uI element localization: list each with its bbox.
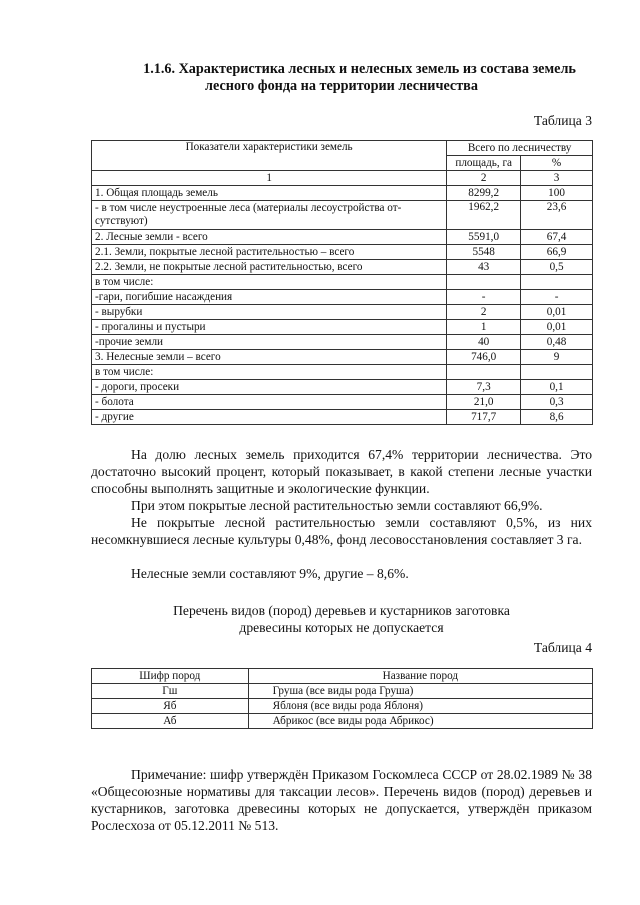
row-pct: 0,1 [521,380,593,395]
species-name: Яблоня (все виды рода Яблоня) [248,699,592,714]
header-total: Всего по лесничеству [447,141,593,156]
table-row [92,275,593,290]
table4-title: Перечень видов (пород) деревьев и кустарников заготовка древесины которых не допускается [173,603,510,635]
row-pct: 66,9 [521,245,593,260]
row-pct: 67,4 [521,230,593,245]
row-label: -прочие земли [92,335,447,350]
species-code: Гш [92,684,249,699]
colnum: 1 [92,171,447,186]
row-pct: 0,5 [521,260,593,275]
row-area: 1962,2 [447,201,521,230]
row-label: - болота [92,395,447,410]
row-area: 21,0 [447,395,521,410]
table4-caption: Таблица 4 [533,640,592,655]
row-area [447,365,521,380]
row-pct [521,365,593,380]
row-pct: - [521,290,593,305]
row-area: 1 [447,320,521,335]
row-label: - дороги, просеки [92,380,447,395]
species-name: Груша (все виды рода Груша) [248,684,592,699]
row-area: 7,3 [447,380,521,395]
row-pct: 100 [521,186,593,201]
row-label: - вырубки [92,305,447,320]
row-area: 8299,2 [447,186,521,201]
table-row [92,305,593,320]
table-row [92,395,593,410]
row-area: 746,0 [447,350,521,365]
species-name: Абрикос (все виды рода Абрикос) [248,714,592,729]
table-row [92,350,593,365]
paragraph-forest-share: На долю лесных земель приходится 67,4% территории лесничества. Это достаточно высокий процент, который показывает, в какой степени лесные участки способны выполнять защитные и экологические функции. [91,447,592,496]
table-row [92,699,593,714]
paragraph-covered: При этом покрытые лесной растительностью земли составляют 66,9%. [131,498,543,513]
row-area [447,275,521,290]
row-label: 2. Лесные земли - всего [92,230,447,245]
row-label: 2.1. Земли, покрытые лесной растительностью – всего [92,245,447,260]
row-label: - прогалины и пустыри [92,320,447,335]
section-heading [90,61,593,95]
paragraph-uncovered: Не покрытые лесной растительностью земли составляют 0,5%, из них несомкнувшиеся лесные культуры 0,48%, фонд лесовосстановления составляет 3 га. [91,515,592,547]
table-row [92,365,593,380]
row-pct: 0,48 [521,335,593,350]
row-label: в том числе: [92,365,447,380]
table-header-row [92,669,593,684]
table-row [92,380,593,395]
prohibited-species-table [91,668,593,729]
row-label: - другие [92,410,447,425]
table-row [92,201,593,230]
species-code: Яб [92,699,249,714]
heading-line-1: 1.1.6. Характеристика лесных и нелесных земель из состава земель [143,61,576,77]
row-area: 40 [447,335,521,350]
heading-line-2: лесного фонда на территории лесничества [205,78,478,94]
row-area: - [447,290,521,305]
table3-caption: Таблица 3 [533,113,592,128]
header-indicator: Показатели характеристики земель [92,141,447,171]
row-pct: 9 [521,350,593,365]
table-colnum-row [92,171,593,186]
header-name: Название пород [248,669,592,684]
colnum: 3 [521,171,593,186]
species-code: Аб [92,714,249,729]
paragraph-nonforest: Нелесные земли составляют 9%, другие – 8,6%. [131,566,409,581]
table-row [92,186,593,201]
header-area: площадь, га [447,156,521,171]
table-row [92,290,593,305]
row-pct: 8,6 [521,410,593,425]
row-label: в том числе: [92,275,447,290]
note-paragraph: Примечание: шифр утверждён Приказом Госкомлеса СССР от 28.02.1989 № 38 «Общесоюзные нормативы для таксации лесов». Перечень видов (пород) деревьев и кустарников, заготовка древесины которых не допускается, утверждён приказом Рослесхоза от 05.12.2011 № 513. [91,767,592,833]
row-label [92,201,447,230]
row-label: 2.2. Земли, не покрытые лесной растительностью, всего [92,260,447,275]
table-row [92,230,593,245]
row-area: 717,7 [447,410,521,425]
header-code: Шифр пород [92,669,249,684]
row-pct [521,275,593,290]
row-area: 5548 [447,245,521,260]
colnum: 2 [447,171,521,186]
table-row [92,260,593,275]
row-label: -гари, погибшие насаждения [92,290,447,305]
row-label: 1. Общая площадь земель [92,186,447,201]
table-header-row [92,141,593,156]
row-label-line1: - в том числе неустроенные леса (материалы лесоустройства от- [95,202,402,214]
row-area: 5591,0 [447,230,521,245]
header-percent: % [521,156,593,171]
table-row [92,320,593,335]
row-label-line2: сутствуют) [95,215,148,227]
row-pct: 23,6 [521,201,593,230]
table-row [92,410,593,425]
row-pct: 0,01 [521,320,593,335]
row-pct: 0,01 [521,305,593,320]
row-area: 43 [447,260,521,275]
table-row [92,245,593,260]
row-label: 3. Нелесные земли – всего [92,350,447,365]
table-row [92,684,593,699]
land-characteristics-table [91,140,593,425]
table-row [92,335,593,350]
row-pct: 0,3 [521,395,593,410]
row-area: 2 [447,305,521,320]
table-row [92,714,593,729]
